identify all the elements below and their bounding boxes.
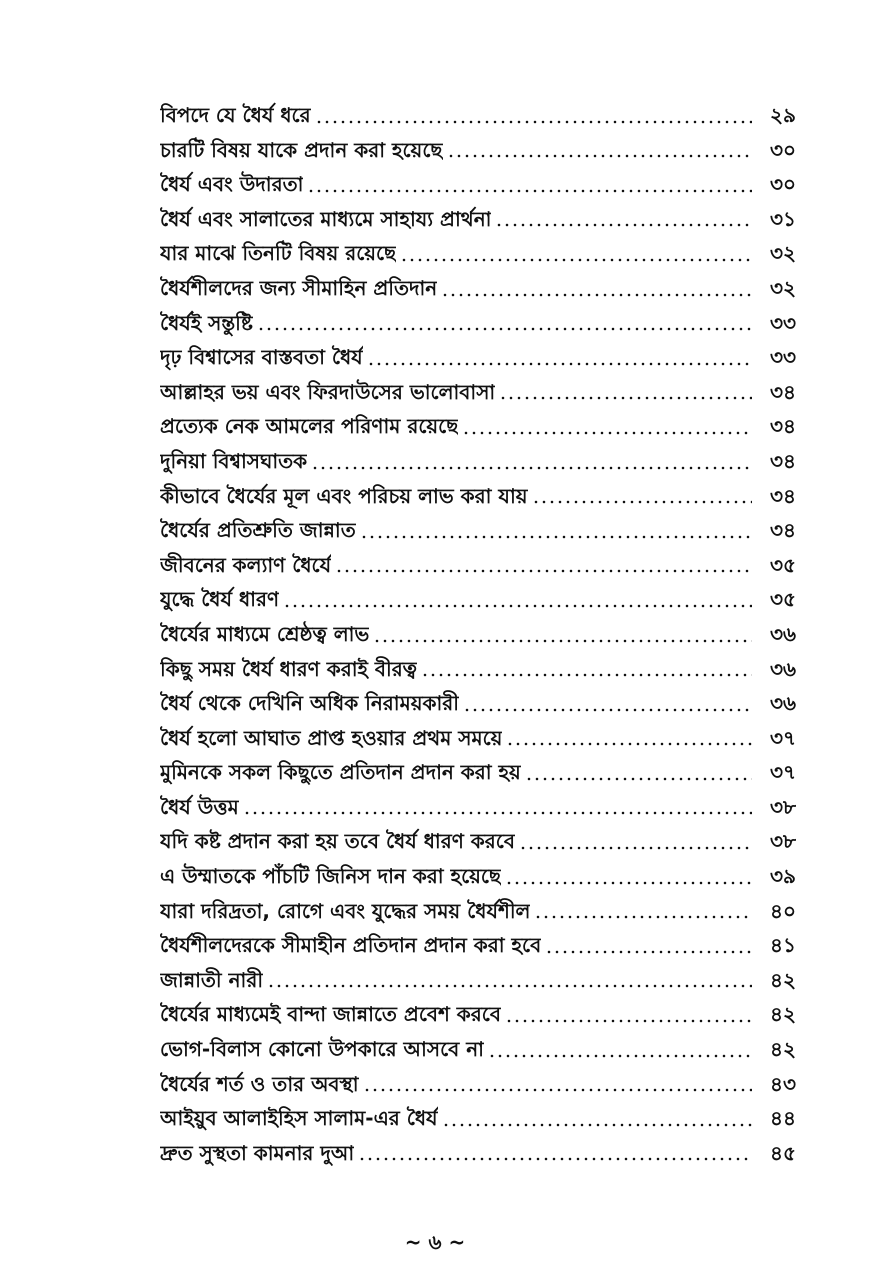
dot-leader	[307, 189, 752, 193]
toc-entry-page: ৩৫	[770, 552, 796, 577]
toc-entry-title: প্রত্যেক নেক আমলের পরিণাম রয়েছে	[160, 414, 459, 439]
dot-leader	[463, 708, 752, 712]
dot-leader	[358, 1157, 752, 1161]
toc-entry	[160, 306, 796, 341]
toc-entry-title: ধৈর্যের মাধ্যমেই বান্দা জান্নাতে প্রবেশ করবে	[160, 1002, 501, 1027]
dot-leader	[243, 811, 752, 815]
toc-entry	[160, 652, 796, 687]
dot-leader	[283, 604, 752, 608]
toc-entry	[160, 963, 796, 998]
dot-leader	[315, 120, 752, 124]
dot-leader	[441, 293, 752, 297]
toc-entry	[160, 928, 796, 963]
toc-entry	[160, 1136, 796, 1171]
toc-entry-page: ৩৫	[770, 587, 796, 612]
toc-entry	[160, 513, 796, 548]
toc-entry-title: ধৈর্যের মাধ্যমে শ্রেষ্ঠত্ব লাভ	[160, 621, 370, 646]
dot-leader	[506, 742, 752, 746]
toc-entry-page: ৩২	[769, 241, 796, 266]
dot-leader	[462, 431, 752, 435]
toc-entry-title: এ উম্মাতকে পাঁচটি জিনিস দান করা হয়েছে	[160, 864, 502, 889]
toc-entry-title: যারা দরিদ্রতা, রোগে এবং যুদ্ধের সময় ধৈর্যশীল	[160, 898, 531, 923]
toc-entry-title: যদি কষ্ট প্রদান করা হয় তবে ধৈর্য ধারণ করবে	[160, 829, 515, 854]
dot-leader	[447, 154, 753, 158]
toc-entry-page: ৩৭	[769, 760, 796, 785]
toc-entry	[160, 721, 796, 756]
toc-entry-page: ৩৪	[770, 379, 796, 404]
toc-entry	[160, 1032, 796, 1067]
toc-entry	[160, 202, 796, 237]
toc-entry-page: ৪৪	[770, 1106, 796, 1131]
dot-leader	[363, 1088, 752, 1092]
dot-leader	[505, 881, 752, 885]
toc-entry	[160, 617, 796, 652]
toc-entry-title: যার মাঝে তিনটি বিষয় রয়েছে	[160, 241, 397, 266]
toc-entry-title: যুদ্ধে ধৈর্য ধারণ	[160, 587, 280, 612]
dot-leader	[519, 846, 752, 850]
dot-leader	[534, 915, 752, 919]
toc-entry-page: ৩৬	[769, 691, 796, 716]
toc-entry-page: ৪০	[770, 898, 796, 923]
toc-entry-page: ৪৩	[770, 1071, 796, 1096]
toc-entry	[160, 271, 796, 306]
dot-leader	[505, 1019, 752, 1023]
toc-entry	[160, 375, 796, 410]
dot-leader	[311, 466, 752, 470]
toc-entry-title: দুনিয়া বিশ্বাসঘাতক	[160, 448, 308, 473]
table-of-contents	[160, 98, 796, 1170]
toc-entry-page: ৩৪	[770, 518, 796, 543]
dot-leader	[421, 673, 752, 677]
toc-entry-page: ৩৩	[769, 310, 796, 335]
toc-entry-page: ৩৭	[769, 725, 796, 750]
dot-leader	[442, 1123, 752, 1127]
toc-entry	[160, 98, 796, 133]
page-number: ~ ৬ ~	[404, 1230, 466, 1254]
toc-entry-title: ধৈর্যের প্রতিশ্রুতি জান্নাত	[160, 518, 356, 543]
toc-entry	[160, 167, 796, 202]
toc-entry-title: ধৈর্য এবং সালাতের মাধ্যমে সাহায্য প্রার্থনা	[160, 206, 492, 231]
dot-leader	[545, 950, 752, 954]
toc-entry-title: কিছু সময় ধৈর্য ধারণ করাই বীরত্ব	[160, 656, 417, 681]
dot-leader	[400, 258, 752, 262]
dot-leader	[367, 362, 752, 366]
toc-entry-page: ৩৬	[769, 656, 796, 681]
toc-entry-page: ৩৪	[770, 483, 796, 508]
dot-leader	[335, 569, 752, 573]
dot-leader	[267, 984, 752, 988]
toc-entry-title: চারটি বিষয় যাকে প্রদান করা হয়েছে	[160, 137, 443, 162]
toc-entry	[160, 340, 796, 375]
toc-entry-title: ধৈর্য এবং উদারতা	[160, 172, 304, 197]
dot-leader	[499, 396, 752, 400]
toc-entry-title: দ্রুত সুস্থতা কামনার দুআ	[160, 1140, 355, 1165]
toc-entry	[160, 755, 796, 790]
dot-leader	[373, 639, 752, 643]
toc-entry	[160, 894, 796, 929]
toc-entry	[160, 133, 796, 168]
toc-entry	[160, 479, 796, 514]
toc-entry-page: ৩৪	[770, 448, 796, 473]
toc-entry-title: ধৈর্যের শর্ত ও তার অবস্থা	[160, 1071, 359, 1096]
toc-entry-page: ৩২	[769, 275, 796, 300]
toc-entry	[160, 686, 796, 721]
dot-leader	[360, 535, 752, 539]
toc-entry	[160, 1067, 796, 1102]
toc-entry-page: ৩০	[769, 172, 796, 197]
dot-leader	[257, 327, 752, 331]
toc-entry-title: বিপদে যে ধৈর্য ধরে	[160, 103, 311, 127]
toc-entry-title: জীবনের কল্যাণ ধৈর্যে	[160, 552, 332, 577]
toc-entry-title: জান্নাতী নারী	[160, 967, 264, 992]
toc-entry-title: ধৈর্য উত্তম	[160, 794, 239, 819]
toc-entry	[160, 582, 796, 617]
toc-entry-page: ৩৯	[770, 864, 796, 889]
toc-entry	[160, 548, 796, 583]
toc-entry-title: ধৈর্যশীলদের জন্য সীমাহিন প্রতিদান	[160, 275, 438, 300]
toc-entry	[160, 444, 796, 479]
toc-entry	[160, 236, 796, 271]
toc-entry-page: ৩৮	[770, 794, 796, 819]
dot-leader	[525, 777, 752, 781]
toc-entry-page: ২৯	[770, 103, 796, 127]
toc-entry-title: ধৈর্য থেকে দেখিনি অধিক নিরাময়কারী	[160, 691, 460, 716]
toc-entry-title: আইয়ুব আলাইহিস সালাম-এর ধৈর্য	[160, 1106, 438, 1131]
toc-entry-title: ধৈর্যই সন্তুষ্টি	[160, 310, 253, 335]
toc-entry-page: ৩৪	[770, 414, 796, 439]
toc-entry	[160, 824, 796, 859]
toc-entry	[160, 409, 796, 444]
toc-entry-title: দৃঢ় বিশ্বাসের বাস্তবতা ধৈর্য	[160, 345, 363, 370]
toc-entry-title: কীভাবে ধৈর্যের মূল এবং পরিচয় লাভ করা যায়	[160, 483, 528, 508]
toc-entry-page: ৪২	[770, 967, 796, 992]
toc-entry	[160, 1101, 796, 1136]
toc-entry	[160, 859, 796, 894]
toc-entry-page: ৩৩	[769, 345, 796, 370]
toc-entry-title: ধৈর্য হলো আঘাত প্রাপ্ত হওয়ার প্রথম সময়ে	[160, 725, 503, 750]
toc-entry-title: ধৈর্যশীলদেরকে সীমাহীন প্রতিদান প্রদান করা হবে	[160, 933, 542, 958]
dot-leader	[495, 223, 752, 227]
toc-entry-page: ৪৫	[770, 1140, 796, 1165]
toc-entry	[160, 790, 796, 825]
toc-entry-page: ৩০	[769, 137, 796, 162]
dot-leader	[488, 1054, 752, 1058]
toc-entry-title: ভোগ-বিলাস কোনো উপকারে আসবে না	[160, 1037, 484, 1062]
toc-entry-page: ৩১	[770, 206, 796, 231]
dot-leader	[532, 500, 752, 504]
toc-entry-page: ৪২	[770, 1037, 796, 1062]
toc-entry-page: ৪১	[770, 933, 796, 958]
toc-entry-title: মুমিনকে সকল কিছুতে প্রতিদান প্রদান করা হয়	[160, 760, 521, 785]
toc-entry-page: ৩৮	[770, 829, 796, 854]
toc-entry-page: ৩৬	[769, 621, 796, 646]
toc-entry-page: ৪২	[770, 1002, 796, 1027]
toc-entry-title: আল্লাহর ভয় এবং ফিরদাউসের ভালোবাসা	[160, 379, 496, 404]
toc-entry	[160, 997, 796, 1032]
